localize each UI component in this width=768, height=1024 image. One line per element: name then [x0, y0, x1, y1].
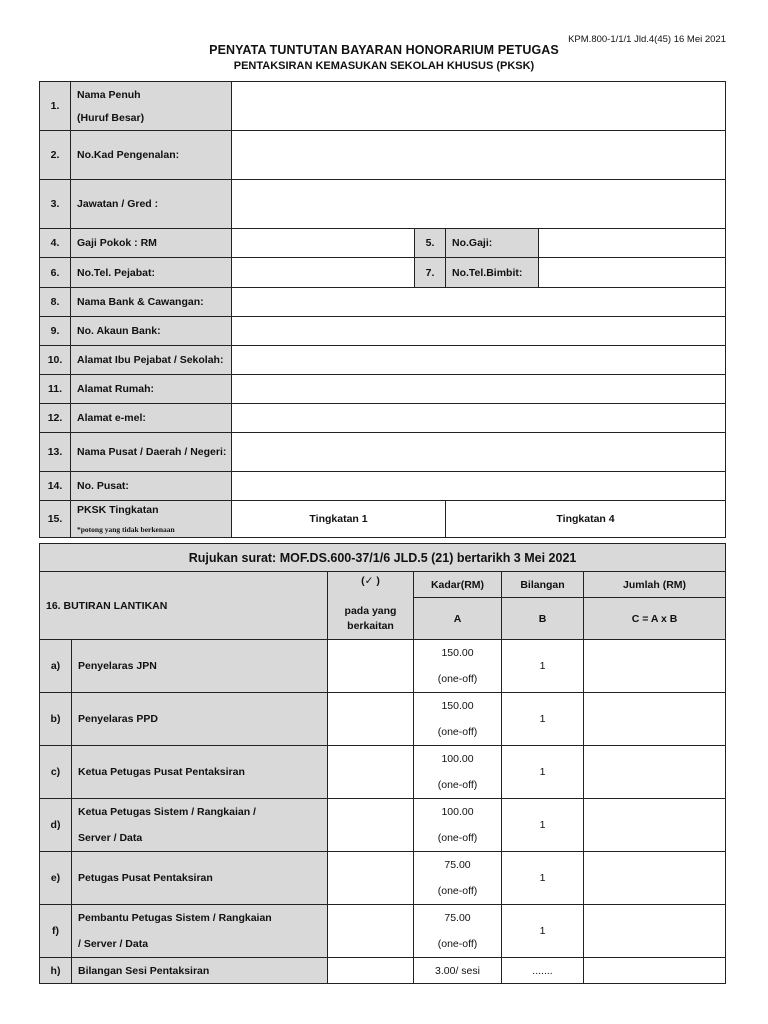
label-text: Nama Penuh	[77, 88, 141, 101]
table-row	[40, 799, 726, 852]
tick-cell[interactable]	[328, 905, 414, 958]
row-kad-pengenalan	[40, 131, 726, 180]
field-kad-pengenalan[interactable]	[232, 131, 726, 180]
total-cell[interactable]	[584, 799, 726, 852]
table-row-sesi	[40, 958, 726, 984]
rujukan-row	[40, 544, 726, 572]
total-cell[interactable]	[584, 693, 726, 746]
table-row	[40, 905, 726, 958]
row-bank	[40, 288, 726, 317]
row-label-line: / Server / Data	[78, 938, 149, 950]
row-no-pusat	[40, 472, 726, 501]
field-tel-bimbit[interactable]	[539, 258, 726, 288]
row-nama-penuh	[40, 82, 726, 131]
form-subtitle: PENTAKSIRAN KEMASUKAN SEKOLAH KHUSUS (PKSK)	[233, 60, 535, 72]
row-number: 8.	[40, 288, 71, 317]
field-bank[interactable]	[232, 288, 726, 317]
qty-cell: 1	[502, 852, 584, 905]
qty-cell: 1	[502, 640, 584, 693]
row-label-line: Pembantu Petugas Sistem / Rangkaian	[78, 912, 272, 924]
rate-note: (one-off)	[437, 779, 478, 791]
field-emel[interactable]	[232, 404, 726, 433]
rate-cell	[414, 746, 502, 799]
header-row-1	[40, 572, 726, 598]
row-number: 12.	[40, 404, 71, 433]
col-b-header: B	[502, 598, 584, 640]
row-label	[72, 905, 328, 958]
label-alamat-rumah: Alamat Rumah:	[71, 375, 232, 404]
row-number: 5.	[415, 229, 446, 258]
field-no-pusat[interactable]	[232, 472, 726, 501]
tick-cell[interactable]	[328, 746, 414, 799]
row-label-line: Petugas Pusat Pentaksiran	[78, 872, 213, 884]
col-kadar-header: Kadar(RM)	[414, 572, 502, 598]
label-subtext: (Huruf Besar)	[77, 111, 145, 124]
label-kad-pengenalan: No.Kad Pengenalan:	[71, 131, 232, 180]
rate-note: (one-off)	[437, 938, 478, 950]
table-row	[40, 746, 726, 799]
col-tick-header	[328, 572, 414, 640]
row-number: 4.	[40, 229, 71, 258]
qty-cell: 1	[502, 693, 584, 746]
row-number: 15.	[40, 501, 71, 538]
row-number: 14.	[40, 472, 71, 501]
row-key: b)	[40, 693, 72, 746]
row-label	[72, 799, 328, 852]
row-label	[72, 746, 328, 799]
label-no-gaji: No.Gaji:	[446, 229, 539, 258]
total-cell[interactable]	[584, 746, 726, 799]
label-tingkatan	[71, 501, 232, 538]
rate-cell: 3.00/ sesi	[414, 958, 502, 984]
label-bank: Nama Bank & Cawangan:	[71, 288, 232, 317]
row-pusat	[40, 433, 726, 472]
rate-cell	[414, 852, 502, 905]
col-bilangan-header: Bilangan	[502, 572, 584, 598]
label-nama-penuh	[71, 82, 232, 131]
row-number: 9.	[40, 317, 71, 346]
label-text: PKSK Tingkatan	[77, 504, 159, 516]
field-no-gaji[interactable]	[539, 229, 726, 258]
personal-info-table	[39, 81, 726, 538]
section-label: 16. BUTIRAN LANTIKAN	[40, 572, 328, 640]
option-tingkatan-4[interactable]: Tingkatan 4	[446, 501, 726, 538]
row-key: a)	[40, 640, 72, 693]
row-telefon	[40, 258, 726, 288]
row-akaun	[40, 317, 726, 346]
label-jawatan: Jawatan / Gred :	[71, 180, 232, 229]
field-gaji-pokok[interactable]	[232, 229, 415, 258]
row-number: 11.	[40, 375, 71, 404]
form-reference: KPM.800-1/1/1 Jld.4(45) 16 Mei 2021	[568, 34, 726, 45]
table-row	[40, 693, 726, 746]
tick-caption: pada yang berkaitan	[344, 605, 397, 632]
field-alamat-rumah[interactable]	[232, 375, 726, 404]
label-alamat-pejabat: Alamat Ibu Pejabat / Sekolah:	[71, 346, 232, 375]
claims-table	[39, 543, 726, 984]
row-gaji	[40, 229, 726, 258]
tick-cell[interactable]	[328, 958, 414, 984]
row-tingkatan	[40, 501, 726, 538]
row-label	[72, 640, 328, 693]
tick-cell[interactable]	[328, 693, 414, 746]
row-label	[72, 852, 328, 905]
row-number: 3.	[40, 180, 71, 229]
rujukan-surat: Rujukan surat: MOF.DS.600-37/1/6 JLD.5 (21) bertarikh 3 Mei 2021	[40, 544, 726, 572]
rate-value: 150.00	[441, 700, 474, 712]
row-label-line: Server / Data	[78, 832, 143, 844]
strike-note: *potong yang tidak berkenaan	[77, 525, 175, 534]
form-title: PENYATA TUNTUTAN BAYARAN HONORARIUM PETUGAS	[209, 43, 559, 57]
row-number: 13.	[40, 433, 71, 472]
row-jawatan	[40, 180, 726, 229]
rate-note: (one-off)	[437, 885, 478, 897]
qty-cell: 1	[502, 746, 584, 799]
rate-cell	[414, 799, 502, 852]
field-jawatan[interactable]	[232, 180, 726, 229]
label-no-pusat: No. Pusat:	[71, 472, 232, 501]
row-key: h)	[40, 958, 72, 984]
field-tel-pejabat[interactable]	[232, 258, 415, 288]
tick-cell[interactable]	[328, 852, 414, 905]
tick-cell[interactable]	[328, 799, 414, 852]
tick-cell[interactable]	[328, 640, 414, 693]
row-label-line: Ketua Petugas Pusat Pentaksiran	[78, 766, 245, 778]
label-akaun: No. Akaun Bank:	[71, 317, 232, 346]
row-number: 6.	[40, 258, 71, 288]
row-key: c)	[40, 746, 72, 799]
qty-cell: 1	[502, 905, 584, 958]
field-alamat-pejabat[interactable]	[232, 346, 726, 375]
row-alamat-rumah	[40, 375, 726, 404]
qty-cell[interactable]: .......	[502, 958, 584, 984]
rate-note: (one-off)	[437, 726, 478, 738]
row-number: 10.	[40, 346, 71, 375]
col-jumlah-header: Jumlah (RM)	[584, 572, 726, 598]
rate-note: (one-off)	[437, 832, 478, 844]
row-key: e)	[40, 852, 72, 905]
label-pusat: Nama Pusat / Daerah / Negeri:	[71, 433, 232, 472]
col-c-header: C = A x B	[584, 598, 726, 640]
rate-value: 75.00	[444, 859, 471, 871]
row-number: 7.	[415, 258, 446, 288]
row-label-line: Penyelaras PPD	[78, 713, 158, 725]
field-pusat[interactable]	[232, 433, 726, 472]
rate-cell	[414, 905, 502, 958]
label-tel-pejabat: No.Tel. Pejabat:	[71, 258, 232, 288]
field-nama-penuh[interactable]	[232, 82, 726, 131]
rate-value: 100.00	[441, 753, 474, 765]
total-cell[interactable]	[584, 958, 726, 984]
rate-cell	[414, 640, 502, 693]
total-cell[interactable]	[584, 852, 726, 905]
label-tel-bimbit: No.Tel.Bimbit:	[446, 258, 539, 288]
row-label-line: Penyelaras JPN	[78, 660, 157, 672]
row-number: 2.	[40, 131, 71, 180]
row-key: d)	[40, 799, 72, 852]
table-row	[40, 640, 726, 693]
rate-value: 100.00	[441, 806, 474, 818]
qty-cell: 1	[502, 799, 584, 852]
field-akaun[interactable]	[232, 317, 726, 346]
rate-cell	[414, 693, 502, 746]
row-alamat-pejabat	[40, 346, 726, 375]
rate-value: 75.00	[444, 912, 471, 924]
option-tingkatan-1[interactable]: Tingkatan 1	[232, 501, 446, 538]
row-emel	[40, 404, 726, 433]
rate-note: (one-off)	[437, 673, 478, 685]
row-label	[72, 693, 328, 746]
col-a-header: A	[414, 598, 502, 640]
rate-value: 150.00	[441, 647, 474, 659]
row-label-line: Ketua Petugas Sistem / Rangkaian /	[78, 806, 256, 818]
row-key: f)	[40, 905, 72, 958]
row-label: Bilangan Sesi Pentaksiran	[72, 958, 328, 984]
row-number: 1.	[40, 82, 71, 131]
total-cell[interactable]	[584, 640, 726, 693]
label-emel: Alamat e-mel:	[71, 404, 232, 433]
tick-symbol: (✓ )	[361, 575, 380, 587]
table-row	[40, 852, 726, 905]
total-cell[interactable]	[584, 905, 726, 958]
label-gaji-pokok: Gaji Pokok : RM	[71, 229, 232, 258]
